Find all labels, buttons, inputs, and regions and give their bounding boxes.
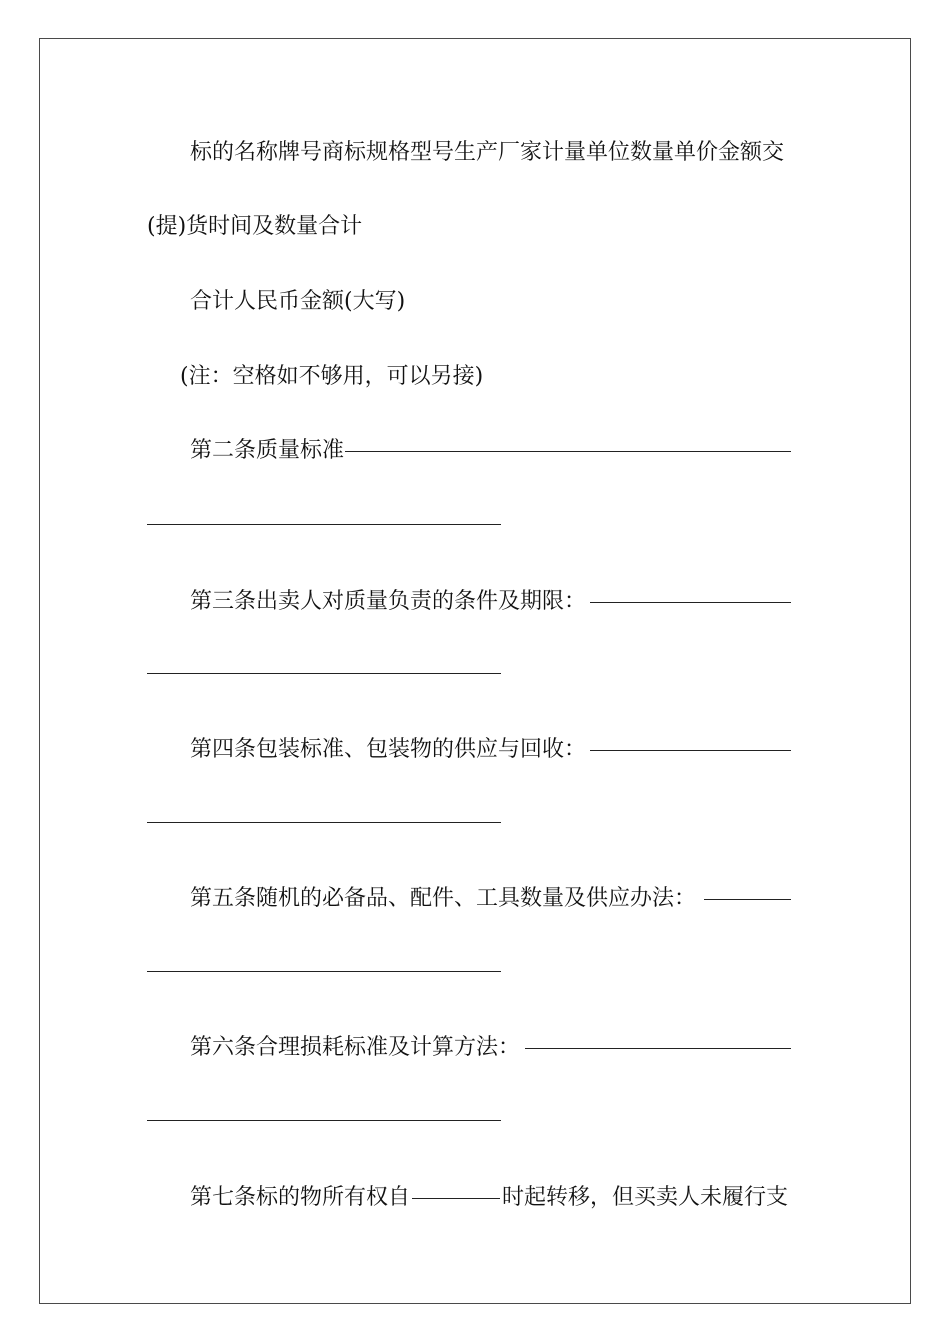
article-4-continuation-rule [147,822,501,823]
article-5-heading: 第五条随机的必备品、配件、工具数量及供应办法： [190,886,697,911]
article-5-continuation-rule [147,971,501,972]
article-3-continuation-rule [147,673,501,674]
article-6-blank-rule [525,1048,791,1049]
table-header-line: 标的名称牌号商标规格型号生产厂家计量单位数量单价金额交 [190,140,785,165]
article-5-blank-rule [704,899,791,900]
note-line: (注：空格如不够用，可以另接) [180,364,484,389]
article-6-heading: 第六条合理损耗标准及计算方法： [190,1035,521,1060]
article-6-continuation-rule [147,1120,501,1121]
article-2-continuation-rule [147,524,501,525]
article-7-blank-rule [412,1198,500,1199]
article-2-heading: 第二条质量标准 [190,438,345,463]
article-3-heading: 第三条出卖人对质量负责的条件及期限： [190,589,587,614]
article-2-blank-rule [345,451,791,452]
article-4-blank-rule [590,750,791,751]
total-amount-line: 合计人民币金额(大写) [190,289,406,314]
table-header-line-2: (提)货时间及数量合计 [147,214,363,239]
article-3-blank-rule [590,602,791,603]
article-7-continuation: 时起转移，但买卖人未履行支 [502,1185,789,1210]
article-7-heading: 第七条标的物所有权自 [190,1185,411,1210]
article-4-heading: 第四条包装标准、包装物的供应与回收： [190,737,587,762]
